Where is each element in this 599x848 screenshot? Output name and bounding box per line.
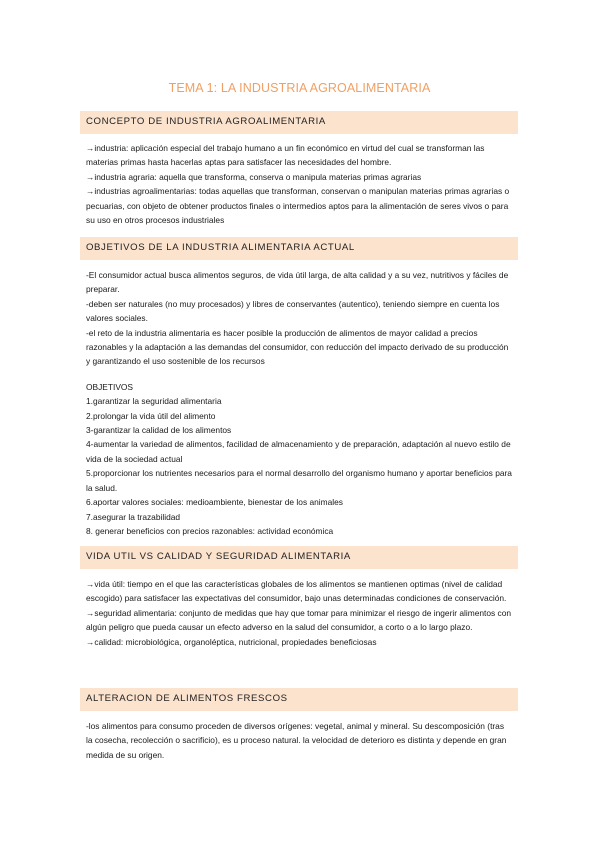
paragraph: →industria agraria: aquella que transforma, conserva o manipula materias primas agrarias [86,171,422,182]
paragraph: -el reto de la industria alimentaria es hacer posible la producción de alimentos de mayor calidad a precios razonables y la adaptación a las demandas del consumidor, con reducción del impacto derivado de su producción y garantizando el uso sostenible de los recursos [86,327,509,367]
section-heading-band [80,111,518,134]
objective-item: 8. generar beneficios con precios razonables: actividad económica [86,525,334,536]
section-heading-band [80,546,518,569]
objective-item: 2.prolongar la vida útil del alimento [86,410,216,421]
objective-item: 5.proporcionar los nutrientes necesarios para el normal desarrollo del organismo humano y aportar beneficios para la salud. [86,468,512,493]
objective-item: 1.garantizar la seguridad alimentaria [86,396,222,407]
paragraph: →seguridad alimentaria: conjunto de medidas que hay que tomar para minimizar el riesgo de ingerir alimentos con algún peligro que pueda causar un efecto adverso en la salud del consumidor, a corto o a lo largo plazo. [86,607,512,633]
paragraph: →calidad: microbiológica, organoléptica, nutricional, propiedades beneficiosas [86,636,377,647]
section-body [86,577,512,649]
paragraph: -El consumidor actual busca alimentos seguros, de vida útil larga, de alta calidad y a su vez, nutritivos y fáciles de preparar. [86,270,509,295]
paragraph: →industrias agroalimentarias: todas aquellas que transforman, conservan o manipulan materias primas agrarias o pecuarias, con objeto de obtener productos finales o intermedios aptos para la alimentación de seres vivos o para su uso en otros procesos industriales [86,186,510,226]
objective-item: 7.asegurar la trazabilidad [86,511,181,522]
objective-item: 3-garantizar la calidad de los alimentos [86,425,232,436]
section-heading: ALTERACION DE ALIMENTOS FRESCOS [86,693,288,704]
section-heading: CONCEPTO DE INDUSTRIA AGROALIMENTARIA [86,116,326,127]
objective-item: 4-aumentar la variedad de alimentos, facilidad de almacenamiento y de preparación, adaptación al nuevo estilo de vida de la sociedad actual [86,439,511,464]
objective-item: 6.aportar valores sociales: medioambiente, bienestar de los animales [86,497,343,508]
section-body [86,719,512,762]
section-heading: VIDA UTIL VS CALIDAD Y SEGURIDAD ALIMENTARIA [86,551,351,562]
section-heading: OBJETIVOS DE LA INDUSTRIA ALIMENTARIA ACTUAL [86,242,355,253]
section-heading-band [80,688,518,711]
section-heading-band [80,237,518,260]
paragraph: -deben ser naturales (no muy procesados) y libres de conservantes (autentico), teniendo siempre en cuenta los valores sociales. [86,298,500,324]
document-title: TEMA 1: LA INDUSTRIA AGROALIMENTARIA [168,81,431,95]
section-body [86,268,512,538]
section-body [86,141,512,227]
objectives-label: OBJETIVOS [86,381,134,392]
paragraph: →industria: aplicación especial del trabajo humano a un fin económico en virtud del cual se transforman las materias primas hasta hacerlas aptas para satisfacer las necesidades del hombre. [86,143,485,168]
paragraph: →vida útil: tiempo en el que las características globales de los alimentos se mantienen optimas (nivel de calidad escogido) para satisfacer las expectativas del consumidor, bajo unas determinadas condiciones de conservación. [86,579,507,604]
paragraph: -los alimentos para consumo proceden de diversos orígenes: vegetal, animal y mineral. Su descomposición (tras la cosecha, recolección o sacrificio), es u proceso natural. la velocidad de deterioro es distinta y depende en gran medida de su origen. [86,721,507,760]
